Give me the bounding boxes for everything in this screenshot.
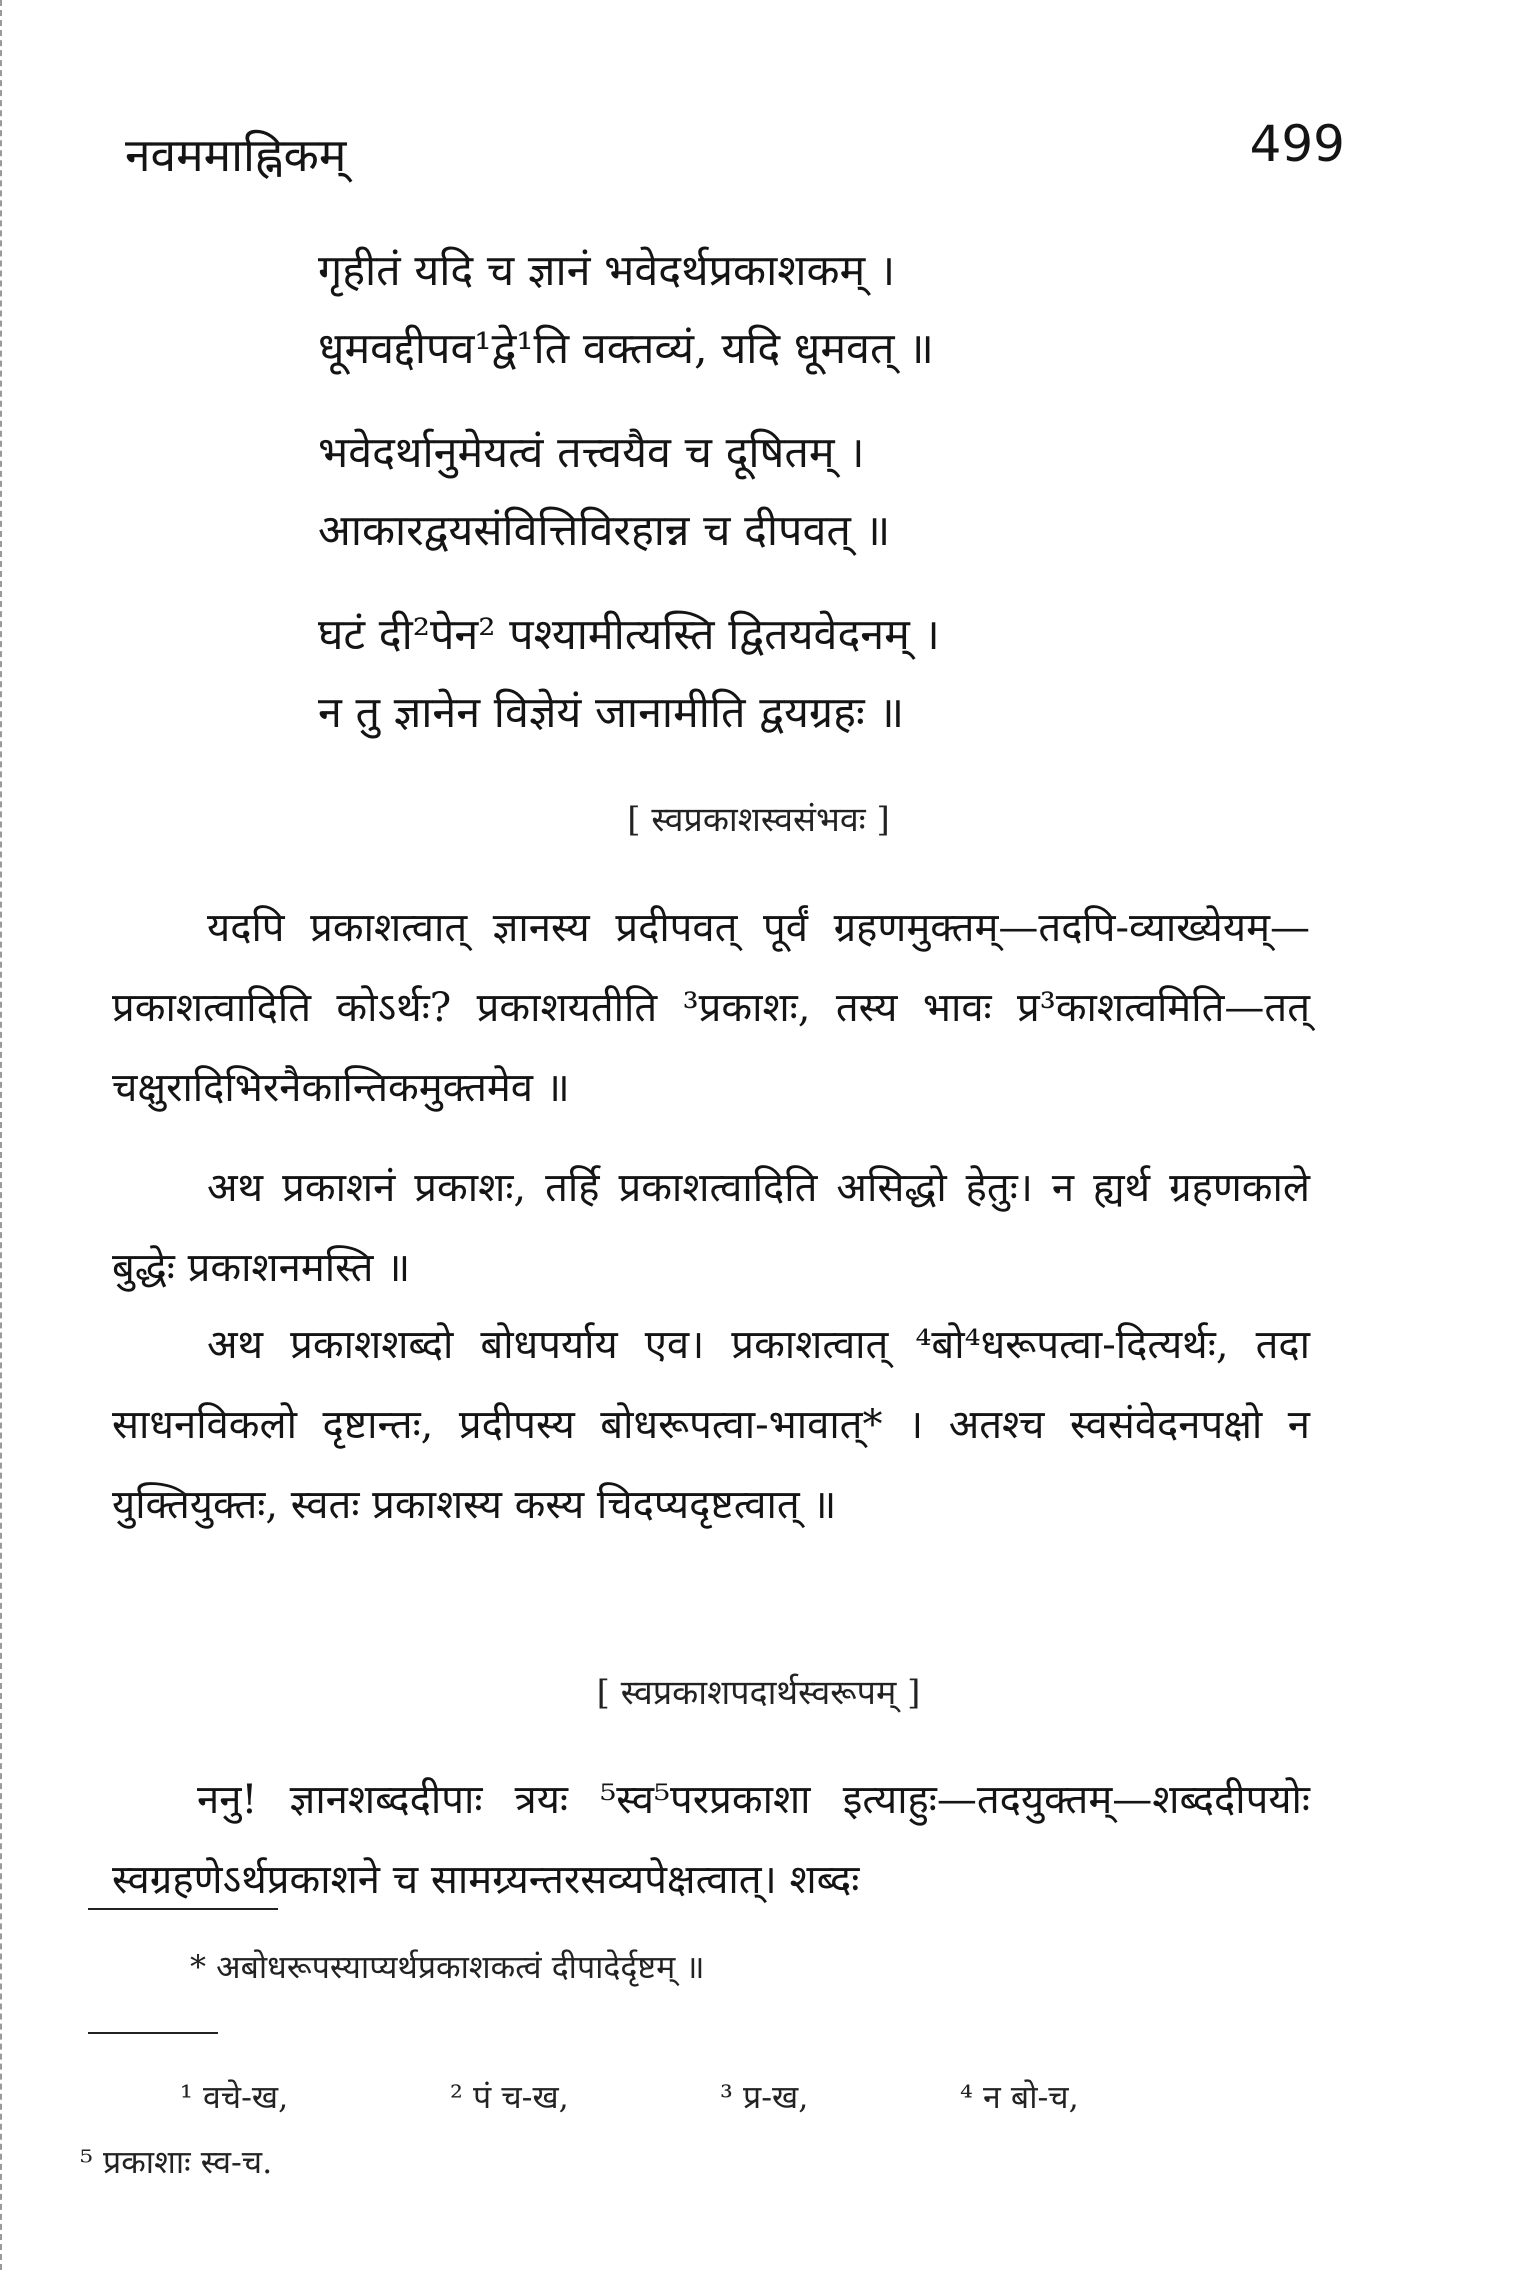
footnote: ⁴ न बो-च, <box>960 2078 1079 2116</box>
verse-stanza <box>318 414 1318 570</box>
verse-line: भवेदर्थानुमेयत्वं तत्त्वयैव च दूषितम् । <box>318 428 865 478</box>
verse-line: न तु ज्ञानेन विज्ञेयं जानामीति द्वयग्रहः ॥ <box>318 688 905 738</box>
verse-line: धूमवद्दीपव¹द्वे¹ति वक्तव्यं, यदि धूमवत् ॥ <box>318 324 934 374</box>
verse-line: गृहीतं यदि च ज्ञानं भवेदर्थप्रकाशकम् । <box>318 246 896 296</box>
paragraph: यदपि प्रकाशत्वात् ज्ञानस्य प्रदीपवत् पूर्वं ग्रहणमुक्तम्—तदपि-व्याख्येयम्—प्रकाशत्वादिति कोऽर्थः? प्रकाशयतीति ³प्रकाशः, तस्य भावः प्र³काशत्वमिति—तत् चक्षुरादिभिरनैकान्तिकमुक्तमेव ॥ <box>112 905 1310 1111</box>
verse-line: घटं दी²पेन² पश्यामीत्यस्ति द्वितयवेदनम् । <box>318 610 940 660</box>
verse-stanza <box>318 596 1318 752</box>
page-number: 499 <box>1249 115 1345 173</box>
verse-block <box>318 232 1318 778</box>
footnote: ⁵ प्रकाशाः स्व-च. <box>80 2143 273 2181</box>
section-heading: [ स्वप्रकाशपदार्थस्वरूपम् ] <box>596 1673 921 1713</box>
footnote: ² पं च-ख, <box>450 2078 569 2116</box>
footnote: ¹ वचे-ख, <box>180 2078 289 2116</box>
page-edge <box>0 0 5 2270</box>
paragraph: अथ प्रकाशनं प्रकाशः, तर्हि प्रकाशत्वादिति असिद्धो हेतुः। न ह्यर्थ ग्रहणकाले बुद्धेः प्रकाशनमस्ति ॥ <box>112 1165 1310 1291</box>
verse-line: आकारद्वयसंवित्तिविरहान्न च दीपवत् ॥ <box>318 506 891 556</box>
editor-note: * अबोधरूपस्याप्यर्थप्रकाशकत्वं दीपादेर्दृष्टम् ॥ <box>190 1948 705 1986</box>
running-title: नवममाह्निकम् <box>125 128 347 182</box>
page-header <box>125 115 1345 185</box>
paragraph: ननु! ज्ञानशब्ददीपाः त्रयः ⁵स्व⁵परप्रकाशा इत्याहुः—तदयुक्तम्—शब्ददीपयोः स्वग्रहणेऽर्थप्रकाशने च सामग्र्यन्तरसव्यपेक्षत्वात्। शब्दः <box>112 1777 1310 1903</box>
footnote: ³ प्र-ख, <box>720 2078 809 2116</box>
paragraph: अथ प्रकाशशब्दो बोधपर्याय एव। प्रकाशत्वात् ⁴बो⁴धरूपत्वा-दित्यर्थः, तदा साधनविकलो दृष्टान्तः, प्रदीपस्य बोधरूपत्वा-भावात्* । अतश्च स्वसंवेदनपक्षो न युक्तियुक्तः, स्वतः प्रकाशस्य कस्य चिदप्यदृष्टत्वात् ॥ <box>112 1322 1310 1528</box>
footnote-rule <box>88 2032 218 2034</box>
section-heading: [ स्वप्रकाशस्वसंभवः ] <box>627 800 890 840</box>
verse-stanza <box>318 232 1318 388</box>
footnote-rule <box>88 1908 278 1910</box>
